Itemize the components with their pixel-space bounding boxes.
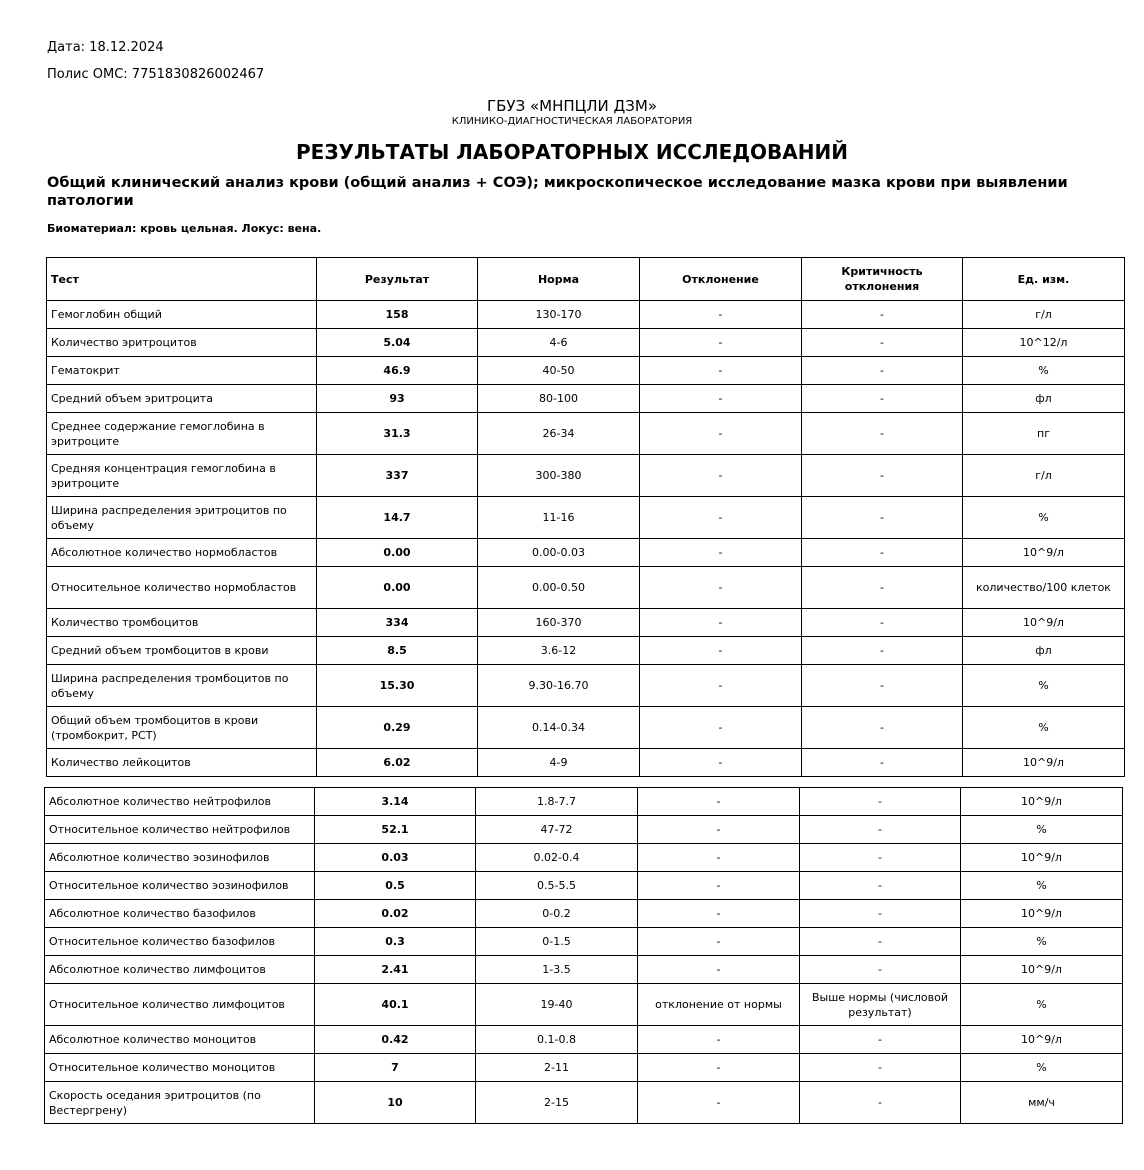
table-row <box>45 984 1123 1026</box>
deviation-cell: - <box>640 497 802 539</box>
test-name-cell: Относительное количество моноцитов <box>45 1054 315 1082</box>
col-header-criticality: Критичность отклонения <box>802 258 963 301</box>
table-row <box>47 539 1125 567</box>
test-name-cell: Средний объем эритроцита <box>47 385 317 413</box>
unit-cell: 10^9/л <box>961 844 1123 872</box>
result-value-cell: 3.14 <box>315 788 476 816</box>
test-name-cell: Абсолютное количество нейтрофилов <box>45 788 315 816</box>
table-row <box>47 665 1125 707</box>
test-name-cell: Абсолютное количество нормобластов <box>47 539 317 567</box>
norm-range-cell: 0.5-5.5 <box>476 872 638 900</box>
table-row <box>47 413 1125 455</box>
criticality-cell: - <box>802 301 963 329</box>
unit-cell: % <box>961 984 1123 1026</box>
deviation-cell: - <box>640 665 802 707</box>
unit-cell: % <box>963 707 1125 749</box>
laboratory-name: КЛИНИКО-ДИАГНОСТИЧЕСКАЯ ЛАБОРАТОРИЯ <box>451 116 693 127</box>
unit-cell: количество/100 клеток <box>963 567 1125 609</box>
deviation-cell: - <box>638 900 800 928</box>
deviation-cell: - <box>638 816 800 844</box>
test-name-cell: Средний объем тромбоцитов в крови <box>47 637 317 665</box>
norm-range-cell: 40-50 <box>478 357 640 385</box>
criticality-cell: - <box>802 539 963 567</box>
col-header-test: Тест <box>47 258 317 301</box>
criticality-cell: - <box>802 609 963 637</box>
criticality-cell: - <box>800 900 961 928</box>
table-row <box>47 385 1125 413</box>
test-name-cell: Количество лейкоцитов <box>47 749 317 777</box>
results-table-leukocyte-body <box>45 788 1123 1124</box>
test-name-cell: Скорость оседания эритроцитов (по Вестергрену) <box>45 1082 315 1124</box>
test-name-cell: Абсолютное количество базофилов <box>45 900 315 928</box>
deviation-cell: - <box>640 357 802 385</box>
unit-cell: 10^12/л <box>963 329 1125 357</box>
result-value-cell: 2.41 <box>315 956 476 984</box>
analysis-name: Общий клинический анализ крови (общий анализ + СОЭ); микроскопическое исследование мазка крови при выявлении патологии <box>47 175 1068 209</box>
norm-range-cell: 1.8-7.7 <box>476 788 638 816</box>
result-value-cell: 93 <box>317 385 478 413</box>
criticality-cell: - <box>802 413 963 455</box>
unit-cell: 10^9/л <box>961 900 1123 928</box>
table-row <box>45 900 1123 928</box>
result-value-cell: 0.03 <box>315 844 476 872</box>
biomaterial-line: Биоматериал: кровь цельная. Локус: вена. <box>47 222 322 235</box>
table-row <box>47 357 1125 385</box>
deviation-cell: - <box>640 609 802 637</box>
norm-range-cell: 4-9 <box>478 749 640 777</box>
test-name-cell: Относительное количество нормобластов <box>47 567 317 609</box>
deviation-cell: - <box>640 749 802 777</box>
deviation-cell: - <box>640 539 802 567</box>
norm-range-cell: 4-6 <box>478 329 640 357</box>
table-row <box>47 329 1125 357</box>
result-value-cell: 6.02 <box>317 749 478 777</box>
unit-cell: % <box>961 816 1123 844</box>
criticality-cell: - <box>802 707 963 749</box>
norm-range-cell: 0.02-0.4 <box>476 844 638 872</box>
norm-range-cell: 0.14-0.34 <box>478 707 640 749</box>
table-row <box>45 788 1123 816</box>
criticality-cell: - <box>800 1026 961 1054</box>
deviation-cell: - <box>638 1082 800 1124</box>
norm-range-cell: 130-170 <box>478 301 640 329</box>
result-value-cell: 8.5 <box>317 637 478 665</box>
test-name-cell: Относительное количество базофилов <box>45 928 315 956</box>
result-value-cell: 0.02 <box>315 900 476 928</box>
result-value-cell: 10 <box>315 1082 476 1124</box>
table-row <box>47 609 1125 637</box>
results-table-leukocyte-formula <box>44 787 1123 1124</box>
criticality-cell: - <box>800 844 961 872</box>
criticality-cell: - <box>802 357 963 385</box>
norm-range-cell: 160-370 <box>478 609 640 637</box>
test-name-cell: Среднее содержание гемоглобина в эритроците <box>47 413 317 455</box>
criticality-cell: - <box>802 385 963 413</box>
result-value-cell: 7 <box>315 1054 476 1082</box>
test-name-cell: Гематокрит <box>47 357 317 385</box>
deviation-cell: - <box>640 329 802 357</box>
test-name-cell: Количество тромбоцитов <box>47 609 317 637</box>
result-value-cell: 0.5 <box>315 872 476 900</box>
insurance-policy: Полис ОМС: 7751830826002467 <box>47 67 265 82</box>
deviation-cell: - <box>640 413 802 455</box>
norm-range-cell: 2-11 <box>476 1054 638 1082</box>
col-header-unit: Ед. изм. <box>963 258 1125 301</box>
test-name-cell: Количество эритроцитов <box>47 329 317 357</box>
unit-cell: г/л <box>963 301 1125 329</box>
result-value-cell: 31.3 <box>317 413 478 455</box>
unit-cell: фл <box>963 637 1125 665</box>
deviation-cell: - <box>638 1026 800 1054</box>
table-row <box>47 497 1125 539</box>
table-header-row <box>47 258 1125 301</box>
report-date: Дата: 18.12.2024 <box>47 40 164 55</box>
criticality-cell: - <box>800 788 961 816</box>
norm-range-cell: 26-34 <box>478 413 640 455</box>
unit-cell: 10^9/л <box>963 539 1125 567</box>
unit-cell: г/л <box>963 455 1125 497</box>
unit-cell: 10^9/л <box>961 788 1123 816</box>
unit-cell: 10^9/л <box>961 956 1123 984</box>
organization-name: ГБУЗ «МНПЦЛИ ДЗМ» <box>486 97 657 115</box>
deviation-cell: - <box>638 788 800 816</box>
norm-range-cell: 0-1.5 <box>476 928 638 956</box>
criticality-cell: - <box>802 637 963 665</box>
norm-range-cell: 2-15 <box>476 1082 638 1124</box>
norm-range-cell: 0.00-0.50 <box>478 567 640 609</box>
table-row <box>47 749 1125 777</box>
criticality-cell: - <box>802 329 963 357</box>
deviation-cell: - <box>640 637 802 665</box>
norm-range-cell: 80-100 <box>478 385 640 413</box>
unit-cell: % <box>963 357 1125 385</box>
table-row <box>45 1026 1123 1054</box>
criticality-cell: - <box>800 1082 961 1124</box>
criticality-cell: - <box>802 455 963 497</box>
norm-range-cell: 0.00-0.03 <box>478 539 640 567</box>
unit-cell: % <box>961 1054 1123 1082</box>
criticality-cell: - <box>802 665 963 707</box>
result-value-cell: 52.1 <box>315 816 476 844</box>
test-name-cell: Относительное количество лимфоцитов <box>45 984 315 1026</box>
deviation-cell: - <box>638 928 800 956</box>
norm-range-cell: 1-3.5 <box>476 956 638 984</box>
result-value-cell: 15.30 <box>317 665 478 707</box>
table-row <box>45 816 1123 844</box>
unit-cell: 10^9/л <box>963 609 1125 637</box>
test-name-cell: Общий объем тромбоцитов в крови (тромбокрит, PCT) <box>47 707 317 749</box>
norm-range-cell: 0-0.2 <box>476 900 638 928</box>
criticality-cell: - <box>800 956 961 984</box>
norm-range-cell: 9.30-16.70 <box>478 665 640 707</box>
result-value-cell: 334 <box>317 609 478 637</box>
criticality-cell: - <box>800 816 961 844</box>
result-value-cell: 46.9 <box>317 357 478 385</box>
norm-range-cell: 19-40 <box>476 984 638 1026</box>
deviation-cell: - <box>640 385 802 413</box>
test-name-cell: Ширина распределения тромбоцитов по объему <box>47 665 317 707</box>
test-name-cell: Относительное количество эозинофилов <box>45 872 315 900</box>
deviation-cell: - <box>638 1054 800 1082</box>
deviation-cell: - <box>638 844 800 872</box>
norm-range-cell: 47-72 <box>476 816 638 844</box>
criticality-cell: - <box>802 749 963 777</box>
test-name-cell: Абсолютное количество эозинофилов <box>45 844 315 872</box>
result-value-cell: 0.29 <box>317 707 478 749</box>
test-name-cell: Средняя концентрация гемоглобина в эритроците <box>47 455 317 497</box>
criticality-cell: - <box>800 928 961 956</box>
deviation-cell: - <box>638 956 800 984</box>
result-value-cell: 337 <box>317 455 478 497</box>
table-row <box>47 567 1125 609</box>
table-row <box>45 928 1123 956</box>
criticality-cell: - <box>800 1054 961 1082</box>
deviation-cell: - <box>640 455 802 497</box>
result-value-cell: 14.7 <box>317 497 478 539</box>
unit-cell: пг <box>963 413 1125 455</box>
result-value-cell: 40.1 <box>315 984 476 1026</box>
table-row <box>45 844 1123 872</box>
norm-range-cell: 3.6-12 <box>478 637 640 665</box>
result-value-cell: 5.04 <box>317 329 478 357</box>
unit-cell: фл <box>963 385 1125 413</box>
table-row <box>45 1082 1123 1124</box>
col-header-result: Результат <box>317 258 478 301</box>
table-row <box>47 637 1125 665</box>
deviation-cell: - <box>638 872 800 900</box>
unit-cell: % <box>963 497 1125 539</box>
result-value-cell: 158 <box>317 301 478 329</box>
results-table-main-body <box>47 301 1125 777</box>
document-title: РЕЗУЛЬТАТЫ ЛАБОРАТОРНЫХ ИССЛЕДОВАНИЙ <box>296 140 848 164</box>
deviation-cell: отклонение от нормы <box>638 984 800 1026</box>
norm-range-cell: 300-380 <box>478 455 640 497</box>
result-value-cell: 0.3 <box>315 928 476 956</box>
criticality-cell: - <box>802 567 963 609</box>
criticality-cell: - <box>800 872 961 900</box>
test-name-cell: Абсолютное количество моноцитов <box>45 1026 315 1054</box>
unit-cell: мм/ч <box>961 1082 1123 1124</box>
test-name-cell: Относительное количество нейтрофилов <box>45 816 315 844</box>
unit-cell: % <box>961 928 1123 956</box>
unit-cell: 10^9/л <box>961 1026 1123 1054</box>
deviation-cell: - <box>640 567 802 609</box>
test-name-cell: Ширина распределения эритроцитов по объему <box>47 497 317 539</box>
test-name-cell: Абсолютное количество лимфоцитов <box>45 956 315 984</box>
results-table-main <box>46 257 1125 777</box>
criticality-cell: - <box>802 497 963 539</box>
norm-range-cell: 0.1-0.8 <box>476 1026 638 1054</box>
unit-cell: 10^9/л <box>963 749 1125 777</box>
table-row <box>47 707 1125 749</box>
result-value-cell: 0.00 <box>317 539 478 567</box>
col-header-norm: Норма <box>478 258 640 301</box>
deviation-cell: - <box>640 707 802 749</box>
table-row <box>47 301 1125 329</box>
norm-range-cell: 11-16 <box>478 497 640 539</box>
result-value-cell: 0.00 <box>317 567 478 609</box>
table-row <box>45 1054 1123 1082</box>
table-row <box>45 956 1123 984</box>
deviation-cell: - <box>640 301 802 329</box>
test-name-cell: Гемоглобин общий <box>47 301 317 329</box>
result-value-cell: 0.42 <box>315 1026 476 1054</box>
col-header-deviation: Отклонение <box>640 258 802 301</box>
unit-cell: % <box>961 872 1123 900</box>
table-row <box>45 872 1123 900</box>
unit-cell: % <box>963 665 1125 707</box>
table-row <box>47 455 1125 497</box>
criticality-cell: Выше нормы (числовой результат) <box>800 984 961 1026</box>
